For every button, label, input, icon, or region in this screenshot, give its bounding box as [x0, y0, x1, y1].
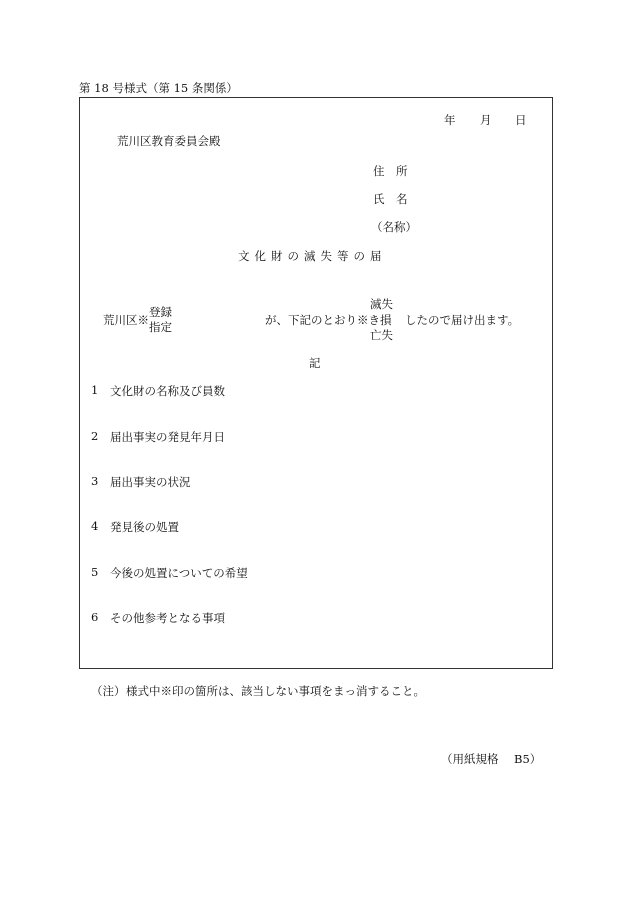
item-label: 届出事実の発見年月日 [110, 430, 225, 444]
name-label: 氏 名 [373, 192, 408, 206]
addressee: 荒川区教育委員会殿 [117, 134, 221, 148]
paper-spec-label: （用紙規格 [441, 752, 499, 766]
item-number: 6 [91, 610, 99, 624]
item-label: 今後の処置についての希望 [110, 566, 248, 580]
footnote-text: 様式中※印の箇所は、該当しない事項をまっ消すること。 [126, 684, 425, 698]
paper-spec-size: B5） [514, 752, 542, 766]
ward-prefix: 荒川区※ [103, 313, 149, 327]
item-number: 4 [91, 519, 99, 533]
statement-middle-text: が、下記のとおり※き損 [265, 313, 392, 327]
statement-suffix-text: したので届け出ます。 [405, 313, 520, 327]
option-missing: 亡失 [370, 328, 393, 342]
item-label: 届出事実の状況 [110, 475, 191, 489]
item-label: 文化財の名称及び員数 [110, 384, 225, 398]
document-title: 文化財の滅失等の届 [238, 249, 387, 263]
date-year-label: 年 [444, 113, 456, 127]
footnote-prefix: （注） [91, 684, 126, 698]
date-month-label: 月 [480, 113, 492, 127]
option-designated: 指定 [149, 320, 172, 334]
address-label: 住 所 [373, 164, 408, 178]
item-number: 5 [91, 565, 99, 579]
item-label: 発見後の処置 [110, 520, 179, 534]
option-lost: 滅失 [370, 297, 393, 311]
item-number: 2 [91, 429, 99, 443]
note-heading: 記 [309, 356, 321, 370]
option-registered: 登録 [149, 305, 172, 319]
form-number-label: 第 18 号様式（第 15 条関係） [79, 81, 238, 95]
item-number: 3 [91, 474, 99, 488]
date-day-label: 日 [515, 113, 527, 127]
corporate-name-label: （名称） [371, 220, 417, 234]
item-label: その他参考となる事項 [110, 611, 225, 625]
item-number: 1 [91, 383, 99, 397]
